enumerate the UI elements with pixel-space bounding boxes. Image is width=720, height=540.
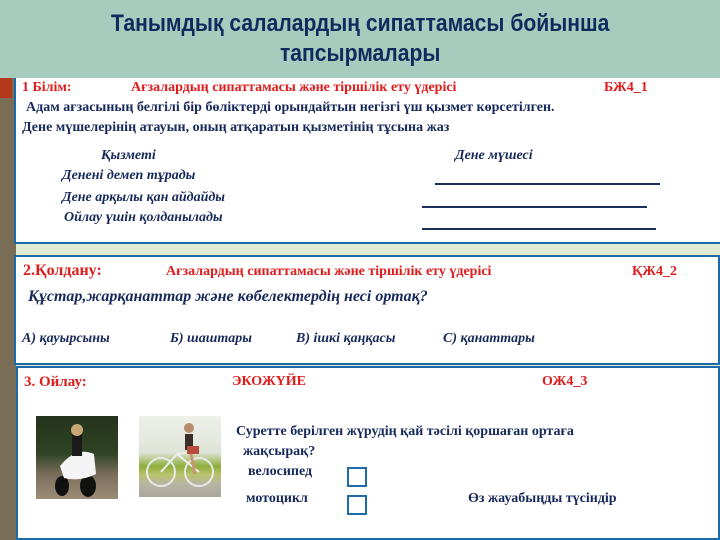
option-a[interactable]: А) қауырсыны bbox=[22, 331, 110, 346]
option-b[interactable]: Б) шаштары bbox=[170, 331, 252, 346]
function-row-2: Дене арқылы қан айдайды bbox=[62, 190, 226, 205]
section1-label: 1 Білім: bbox=[22, 80, 72, 95]
choice-label-motorcycle: мотоцикл bbox=[246, 491, 308, 506]
slide-title-line-2: тапсырмалары bbox=[279, 40, 441, 67]
motorcycle-photo bbox=[36, 416, 118, 499]
section3-topic: ЭКОЖҮЙЕ bbox=[232, 374, 307, 389]
answer-blank-1[interactable] bbox=[435, 183, 660, 185]
section2-code: ҚЖ4_2 bbox=[632, 264, 677, 279]
section1-code: БЖ4_1 bbox=[604, 80, 648, 95]
explain-prompt: Өз жауабыңды түсіндір bbox=[468, 491, 617, 506]
function-row-3: Ойлау үшін қолданылады bbox=[64, 210, 223, 225]
answer-blank-2[interactable] bbox=[422, 206, 647, 208]
section3-code: ОЖ4_3 bbox=[542, 374, 588, 389]
choice-label-bicycle: велосипед bbox=[248, 464, 313, 479]
option-c[interactable]: С) қанаттары bbox=[443, 331, 535, 346]
title-bar bbox=[0, 0, 720, 78]
option-v[interactable]: В) ішкі қаңқасы bbox=[296, 331, 396, 346]
section1-text2: Дене мүшелерінің атауын, оның атқаратын қызметінің тұсына жаз bbox=[22, 120, 450, 135]
section1-text1: Адам ағзасының белгілі бір бөліктерді орындайтын негізгі үш қызмет көрсетілген. bbox=[26, 100, 555, 115]
section2-topic: Ағзалардың сипаттамасы және тіршілік ету үдерісі bbox=[166, 264, 492, 279]
section-thinking-panel bbox=[16, 366, 720, 540]
section2-label: 2.Қолдану: bbox=[23, 262, 102, 279]
motorcycle-checkbox[interactable] bbox=[347, 495, 367, 515]
section2-question: Құстар,жарқанаттар және көбелектердің несі ортақ? bbox=[28, 288, 428, 305]
left-accent-block bbox=[0, 78, 12, 98]
section3-question-line1: Суретте берілген жүрудің қай тәсілі қоршаған ортаға bbox=[236, 424, 574, 439]
section1-topic: Ағзалардың сипаттамасы және тіршілік ету үдерісі bbox=[131, 80, 457, 95]
answer-blank-3[interactable] bbox=[422, 228, 656, 230]
column-header-function: Қызметі bbox=[101, 148, 156, 163]
column-header-organ: Дене мүшесі bbox=[455, 148, 533, 163]
slide-title-line-1: Танымдық салалардың сипаттамасы бойынша bbox=[110, 10, 610, 37]
bicycle-photo bbox=[139, 416, 221, 497]
section3-question-line2: жақсырақ? bbox=[243, 444, 316, 459]
section3-label: 3. Ойлау: bbox=[24, 374, 87, 390]
function-row-1: Денені демеп тұрады bbox=[62, 168, 196, 183]
bicycle-checkbox[interactable] bbox=[347, 467, 367, 487]
